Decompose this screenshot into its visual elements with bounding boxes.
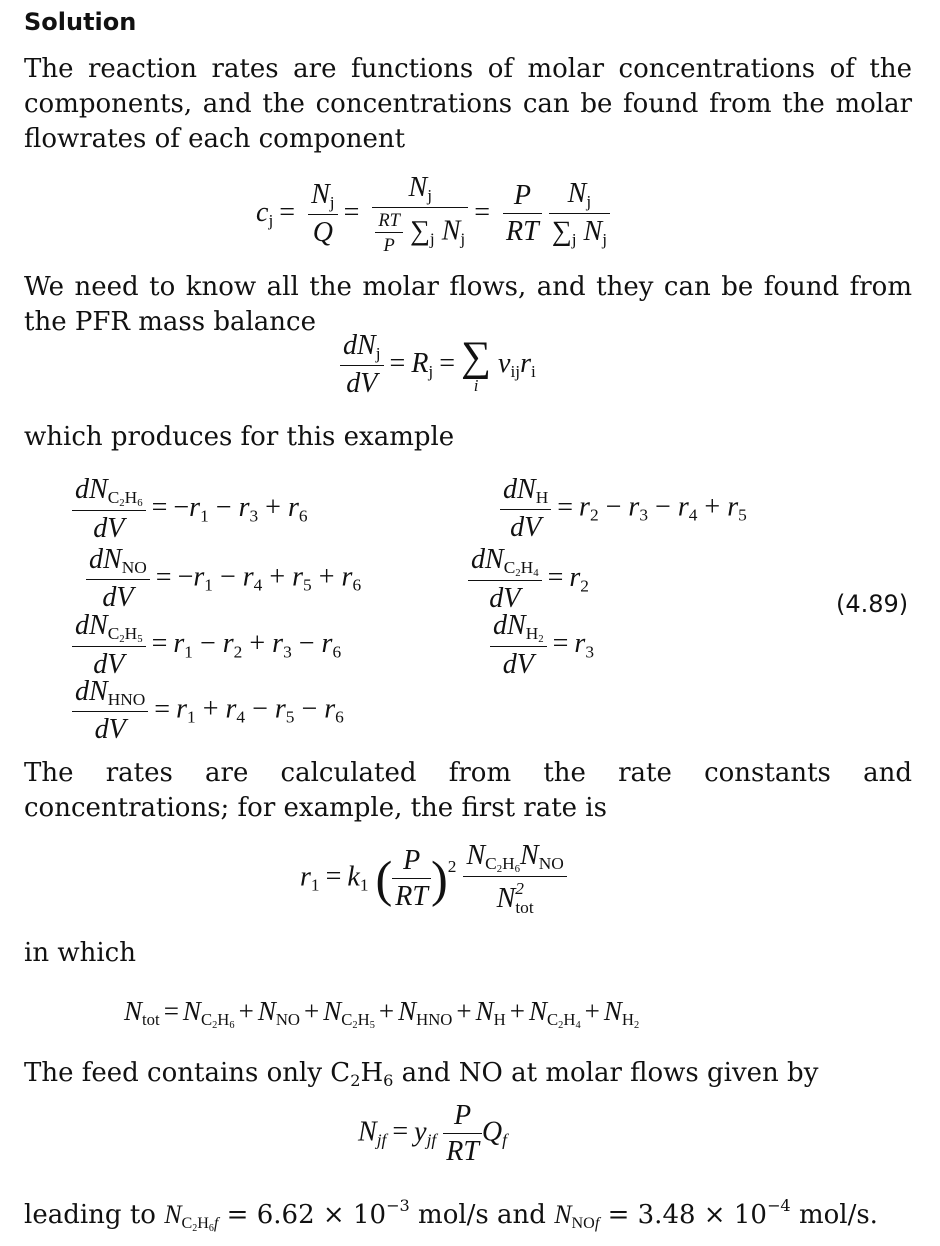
equation-pfr-balance: $\frac{dN_j}{dV}$ = $R_j$ = ∑ i $\nu_{ij}r_i$ [340,330,536,400]
paragraph-concentrations: The reaction rates are functions of molar concentrations of the components, and the concentrations can be found from the molar flowrates of each component [24,54,912,154]
paragraph-feed: The feed contains only $C_2H_6$ and NO at molar flows given by [24,1058,819,1090]
ode-hno: $\frac{dN_{HNO}}{dV}$ = $r_1 + r_4 - r_5 - r_6$ [72,676,344,746]
paragraph-result: leading to $N_{C_2H_6f} = 6.62 \times 10^{-3}$ mol/s and $N_{NOf} = 3.48 \times 10^{-4}$ mol/s. [24,1196,878,1234]
ode-c2h6: $\frac{dN_{C_2H_6}}{dV}$ = $-r_1 - r_3 + r_6$ [72,474,308,545]
ode-h: $\frac{dN_H}{dV}$ = $r_2 - r_3 - r_4 + r_5$ [500,474,747,544]
paragraph-example: which produces for this example [24,422,455,452]
ode-h2: $\frac{dN_{H_2}}{dV}$ = $r_3$ [490,610,594,681]
equation-first-rate: $r_1 = k_1$ ( $\frac{P}{RT}$ )$^2$ $\frac{N_{C_2H_6}N_{NO}}{N^2_{tot}}$ [300,840,567,918]
paragraph-rates: The rates are calculated from the rate constants and concentrations; for example, the first rate is [24,758,912,823]
ode-c2h4: $\frac{dN_{C_2H_4}}{dV}$ = $r_2$ [468,544,589,615]
equation-feed-flow: $N_{jf} = y_{jf}$ $\frac{P}{RT}$ $Q_f$ [358,1100,507,1167]
ode-no: $\frac{dN_{NO}}{dV}$ = $-r_1 - r_4 + r_5 + r_6$ [86,544,361,614]
equation-total-flow: $N_{tot} = N_{C_2H_6} + N_{NO} + N_{C_2H_5} + N_{HNO} + N_H + N_{C_2H_4} + N_{H_2}$ [124,996,640,1032]
equation-number: (4.89) [836,590,909,618]
section-heading: Solution [24,8,137,36]
paragraph-in-which: in which [24,938,136,968]
equation-concentration: $c_j$ = $\frac{N_j}{Q}$ = $N_j$ $\frac{RT}{P}$ $\sum_j$ $N_j$ = $\frac{P}{RT}$ $\frac{N_j}{\sum_j N_j}$ [256,172,610,256]
ode-c2h5: $\frac{dN_{C_2H_5}}{dV}$ = $r_1 - r_2 + r_3 - r_6$ [72,610,341,681]
paragraph-molar-flows: We need to know all the molar flows, and they can be found from the PFR mass balance [24,272,912,337]
